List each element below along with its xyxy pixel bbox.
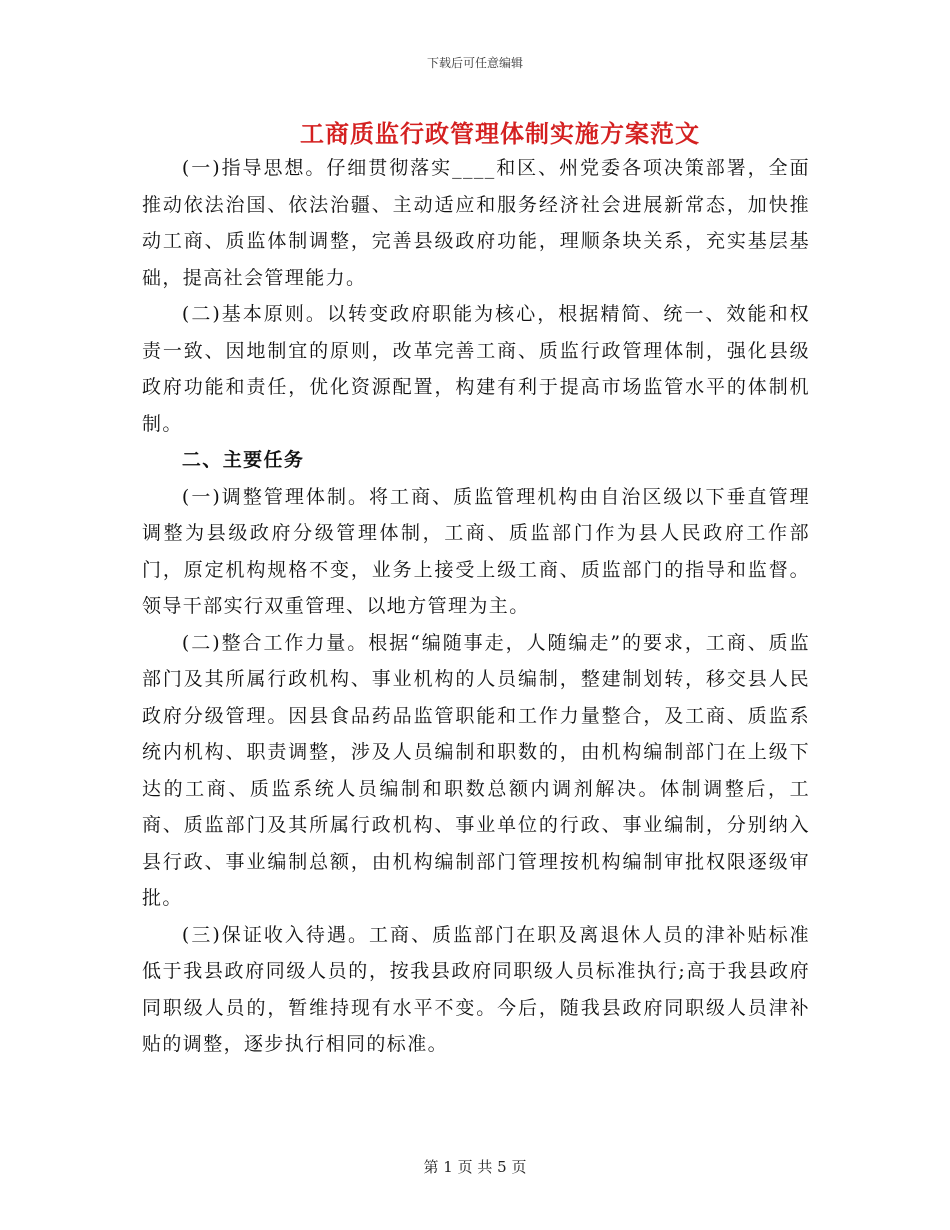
paragraph-integrate-workforce: (二)整合工作力量。根据“编随事走，人随编走”的要求，工商、质监部门及其所属行政机构、事业机构的人员编制，整建制划转，移交县人民政府分级管理。因县食品药品监管职能和工作力量整合，及工商、质监系统内机构、职责调整，涉及人员编制和职数的，由机构编制部门在上级下达的工商、质监系统人员编制和职数总额内调剂解决。体制调整后，工商、质监部门及其所属行政机构、事业单位的行政、事业编制，分别纳入县行政、事业编制总额，由机构编制部门管理按机构编制审批权限逐级审批。	[142, 631, 810, 909]
document-body	[142, 150, 810, 1063]
paragraph-adjust-management: (一)调整管理体制。将工商、质监管理机构由自治区级以下垂直管理调整为县级政府分级管理体制，工商、质监部门作为县人民政府工作部门，原定机构规格不变，业务上接受上级工商、质监部门的指导和监督。领导干部实行双重管理、以地方管理为主。	[142, 485, 810, 617]
paragraph-guiding-ideology: (一)指导思想。仔细贯彻落实____和区、州党委各项决策部署，全面推动依法治国、依法治疆、主动适应和服务经济社会进展新常态，加快推动工商、质监体制调整，完善县级政府功能，理顺条块关系，充实基层基础，提高社会管理能力。	[142, 157, 810, 289]
paragraph-basic-principles: (二)基本原则。以转变政府职能为核心，根据精简、统一、效能和权责一致、因地制宜的原则，改革完善工商、质监行政管理体制，强化县级政府功能和责任，优化资源配置，构建有利于提高市场监管水平的体制机制。	[142, 303, 810, 435]
document-title: 工商质监行政管理体制实施方案范文	[300, 119, 700, 148]
page-footer: 第 1 页 共 5 页	[423, 1158, 527, 1176]
paragraph-guarantee-income: (三)保证收入待遇。工商、质监部门在职及离退休人员的津补贴标准低于我县政府同级人员的，按我县政府同职级人员标准执行;高于我县政府同职级人员的，暂维持现有水平不变。今后，随我县政府同职级人员津补贴的调整，逐步执行相同的标准。	[142, 923, 810, 1055]
section-heading-main-tasks: 二、主要任务	[181, 449, 305, 471]
header-note: 下载后可任意编辑	[426, 56, 523, 70]
